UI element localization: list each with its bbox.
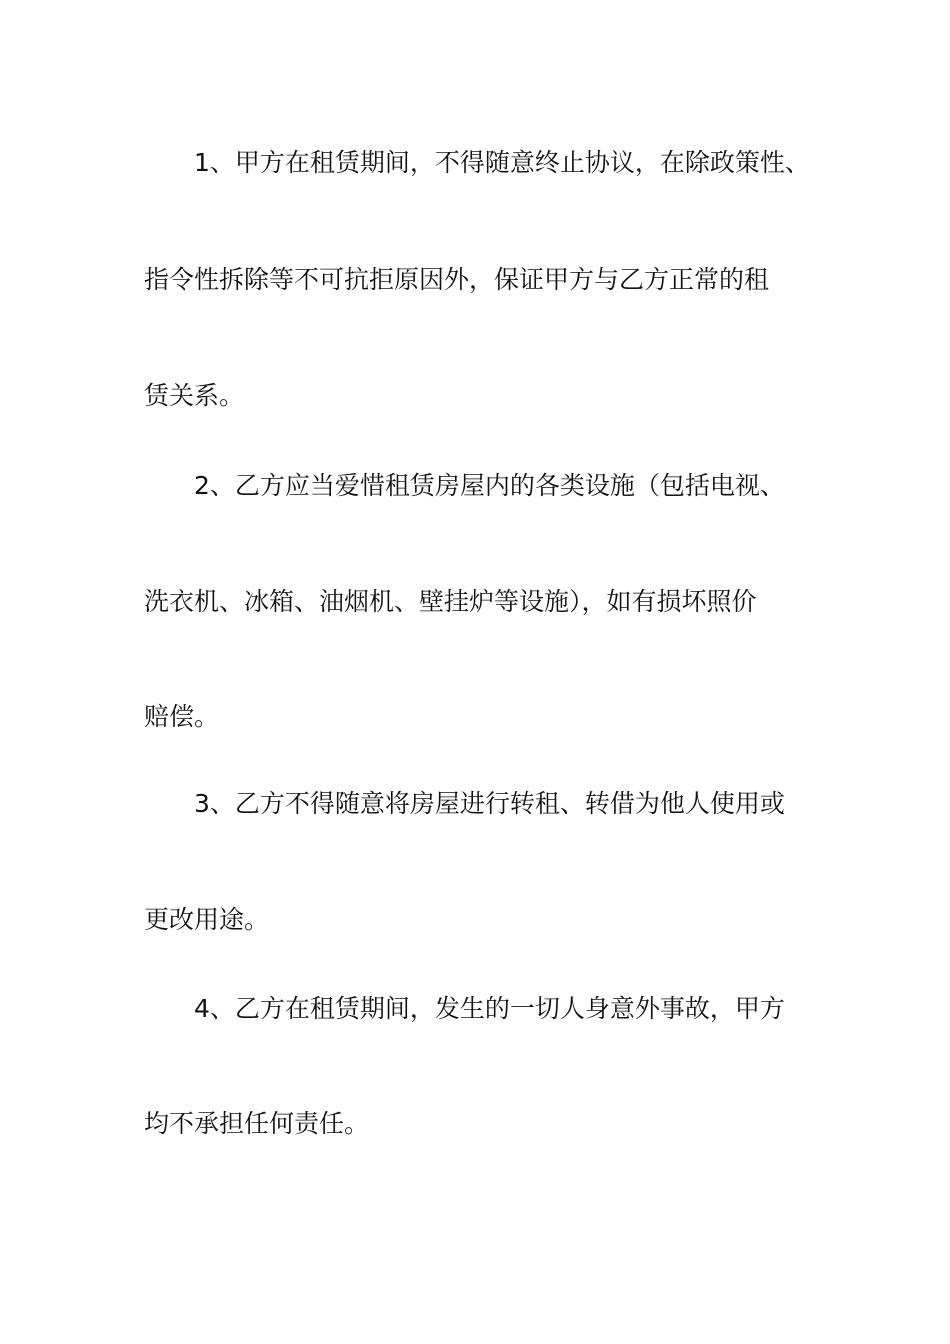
clause-2-line-2: 洗衣机、冰箱、油烟机、壁挂炉等设施），如有损坏照价 — [144, 587, 757, 616]
clause-2-line-3: 赔偿。 — [144, 702, 220, 731]
clause-1-line-3: 赁关系。 — [144, 381, 245, 410]
clause-1-line-1: 1、甲方在租赁期间，不得随意终止协议，在除政策性、 — [194, 148, 810, 177]
clause-3-line-2: 更改用途。 — [144, 905, 270, 934]
clause-3-line-1: 3、乙方不得随意将房屋进行转租、转借为他人使用或 — [194, 789, 785, 818]
clause-1-line-2: 指令性拆除等不可抗拒原因外，保证甲方与乙方正常的租 — [144, 265, 770, 294]
clause-4-line-2: 均不承担任何责任。 — [144, 1109, 370, 1138]
clause-2-line-1: 2、乙方应当爱惜租赁房屋内的各类设施（包括电视、 — [194, 471, 785, 500]
clause-4-line-1: 4、乙方在租赁期间，发生的一切人身意外事故，甲方 — [194, 994, 785, 1023]
